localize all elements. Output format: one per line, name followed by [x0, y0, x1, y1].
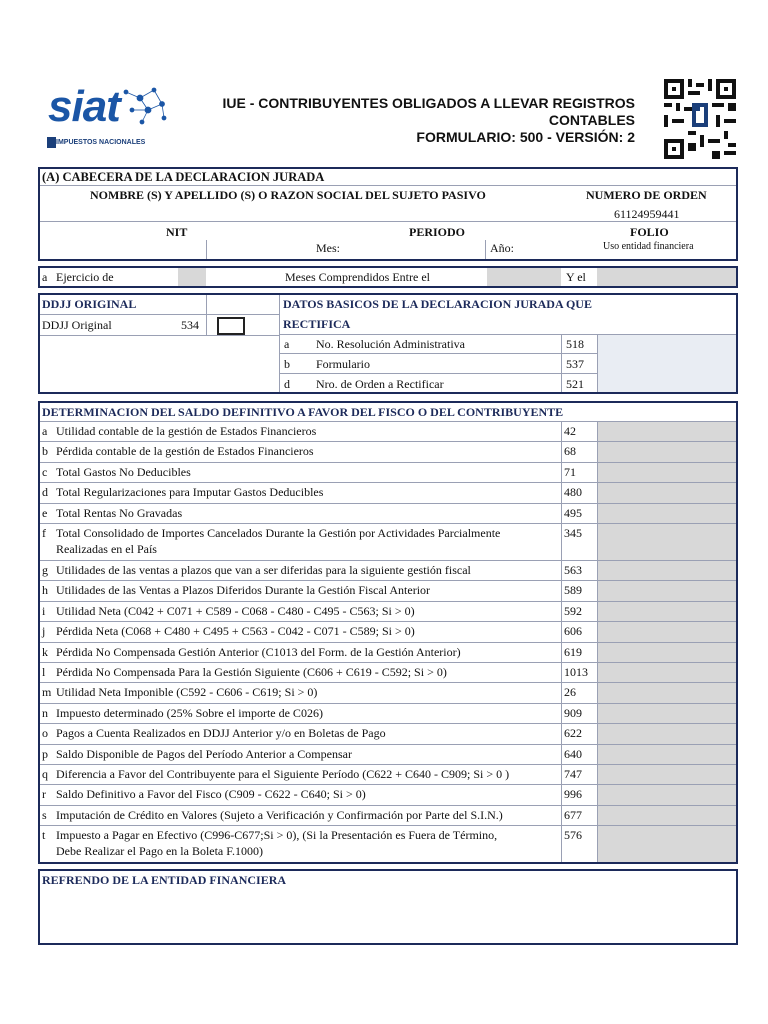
row-letter: k: [42, 644, 48, 659]
row-code: 480: [564, 485, 582, 500]
amount-field[interactable]: [598, 463, 736, 482]
rectifica-code: 521: [566, 377, 584, 391]
rectifica-title-line1: DATOS BASICOS DE LA DECLARACION JURADA QUE: [283, 297, 592, 311]
form-title-line1: IUE - CONTRIBUYENTES OBLIGADOS A LLEVAR REGISTROS: [222, 95, 635, 111]
row-code: 71: [564, 464, 576, 479]
row-code: 495: [564, 505, 582, 520]
rectifica-title-line2: RECTIFICA: [283, 317, 351, 331]
row-code: 677: [564, 807, 582, 822]
row-letter: q: [42, 767, 48, 781]
row-code: 1013: [564, 665, 588, 679]
row-letter: s: [42, 807, 47, 822]
impuestos-badge-icon: [47, 137, 56, 148]
uso-entidad-label: Uso entidad financiera: [603, 241, 694, 252]
row-code: 589: [564, 583, 582, 598]
row-letter: f: [42, 526, 46, 540]
row-letter: a: [42, 424, 48, 438]
rectifica-label: Formulario: [316, 357, 370, 371]
row-code: 747: [564, 767, 582, 781]
row-code: 68: [564, 444, 576, 459]
row-text: Total Rentas No Gravadas: [56, 505, 183, 520]
ddjj-original-label: DDJJ Original: [42, 318, 112, 332]
rectifica-letter: a: [284, 337, 290, 351]
amount-field[interactable]: [598, 745, 736, 764]
row-text: Pagos a Cuenta Realizados en DDJJ Anterior y/o en Boletas de Pago: [56, 726, 386, 741]
row-text-line2: Debe Realizar el Pago en la Boleta F.1000): [56, 844, 263, 859]
refrendo-title: REFRENDO DE LA ENTIDAD FINANCIERA: [42, 873, 287, 887]
row-text: Pérdida Neta (C068 + C480 + C495 + C563 - C042 - C071 - C589; Si > 0): [56, 624, 415, 639]
row-code: 576: [564, 828, 582, 843]
nombre-label: NOMBRE (S) Y APELLIDO (S) O RAZON SOCIAL DEL SUJETO PASIVO: [90, 188, 486, 202]
amount-field[interactable]: [598, 504, 736, 523]
row-letter: d: [42, 485, 48, 500]
row-letter: c: [42, 464, 48, 479]
row-code: 619: [564, 644, 582, 659]
folio-label: FOLIO: [630, 225, 669, 239]
amount-field[interactable]: [598, 442, 736, 461]
amount-field[interactable]: [598, 622, 736, 641]
rectifica-letter: d: [284, 377, 290, 391]
row-code: 909: [564, 705, 582, 720]
amount-field[interactable]: [598, 765, 736, 784]
row-label: [42, 644, 562, 660]
rectifica-code: 537: [566, 357, 584, 371]
row-label: [42, 684, 562, 700]
amount-field[interactable]: [598, 806, 736, 825]
nit-label: NIT: [166, 225, 188, 239]
row-label: [42, 664, 562, 680]
row-letter: e: [42, 505, 48, 520]
row-label: [42, 582, 562, 598]
row-text: Utilidades de las ventas a plazos que van a ser diferidas para la siguiente gestión fiscal: [56, 563, 471, 577]
row-code: 42: [564, 424, 576, 438]
row-label: [42, 746, 562, 762]
row-letter: o: [42, 726, 48, 741]
row-label: [42, 786, 562, 802]
mes-label: Mes:: [316, 241, 340, 255]
ddjj-original-title: DDJJ ORIGINAL: [42, 297, 137, 311]
ddjj-original-code: 534: [181, 318, 199, 332]
row-text: Imputación de Crédito en Valores (Sujeto a Verificación y Confirmación por Parte del S.I.N.): [56, 807, 503, 822]
row-text: Utilidades de las Ventas a Plazos Diferidos Durante la Gestión Fiscal Anterior: [56, 583, 431, 598]
row-text: Utilidad Neta (C042 + C071 + C589 - C068 - C480 - C495 - C563; Si > 0): [56, 603, 415, 618]
row-text: Total Regularizaciones para Imputar Gastos Deducibles: [56, 485, 324, 500]
row-text: Diferencia a Favor del Contribuyente para el Siguiente Período (C622 + C640 - C909; Si > 0 ): [56, 767, 510, 781]
row-label: [42, 484, 562, 500]
row-label: [42, 423, 562, 439]
form-title-line2: CONTABLES: [548, 112, 635, 128]
network-logo-icon: [120, 84, 170, 130]
anio-label: Año:: [490, 241, 514, 255]
row-text-line2: Realizadas en el País: [56, 542, 157, 556]
numero-orden-value: 61124959441: [614, 207, 680, 221]
amount-field[interactable]: [598, 524, 736, 560]
row-label: [42, 807, 562, 823]
row-code: 606: [564, 624, 582, 639]
row-letter: h: [42, 583, 48, 598]
row-code: 622: [564, 726, 582, 741]
row-code: 345: [564, 526, 582, 540]
row-letter: i: [42, 603, 46, 618]
row-text: Saldo Disponible de Pagos del Período Anterior a Compensar: [56, 746, 352, 761]
form-title-line3: FORMULARIO: 500 - VERSIÓN: 2: [416, 129, 635, 145]
row-letter: p: [42, 746, 48, 761]
siat-logo: siat: [48, 82, 120, 131]
row-letter: l: [42, 665, 46, 679]
row-label: [42, 705, 562, 721]
row-text: Utilidad contable de la gestión de Estados Financieros: [56, 424, 317, 438]
row-label: [42, 562, 562, 578]
rectifica-label: Nro. de Orden a Rectificar: [316, 377, 444, 391]
row-text: Pérdida No Compensada Gestión Anterior (C1013 del Form. de la Gestión Anterior): [56, 644, 461, 659]
meses-comprendidos-label: Meses Comprendidos Entre el: [285, 270, 430, 284]
rectifica-code: 518: [566, 337, 584, 351]
amount-field[interactable]: [598, 663, 736, 682]
amount-field[interactable]: [598, 581, 736, 600]
row-text: Impuesto a Pagar en Efectivo (C996-C677;Si > 0), (Si la Presentación es Fuera de Término,: [56, 828, 498, 843]
row-label: [42, 725, 562, 741]
amount-field[interactable]: [598, 602, 736, 621]
ddjj-original-checkbox[interactable]: [217, 317, 245, 335]
row-label: [42, 623, 562, 639]
amount-field[interactable]: [598, 704, 736, 723]
row-label: [42, 464, 562, 480]
amount-field[interactable]: [598, 724, 736, 743]
section-a-title: (A) CABECERA DE LA DECLARACION JURADA: [42, 170, 325, 184]
row-text: Pérdida No Compensada Para la Gestión Siguiente (C606 + C619 - C592; Si > 0): [56, 665, 447, 679]
row-letter: j: [42, 624, 46, 639]
row-letter: n: [42, 705, 48, 720]
row-text: Total Consolidado de Importes Cancelados Durante la Gestión por Actividades Parcialmente: [56, 526, 501, 540]
rectifica-label: No. Resolución Administrativa: [316, 337, 465, 351]
qr-code-icon: [664, 78, 736, 160]
row-text: Impuesto determinado (25% Sobre el importe de C026): [56, 705, 323, 720]
amount-field[interactable]: [598, 826, 736, 862]
row-letter: g: [42, 563, 48, 577]
amount-field[interactable]: [598, 561, 736, 580]
rectifica-letter: b: [284, 357, 290, 371]
row-code: 640: [564, 746, 582, 761]
determinacion-title: DETERMINACION DEL SALDO DEFINITIVO A FAVOR DEL FISCO O DEL CONTRIBUYENTE: [42, 405, 564, 419]
ejercicio-letter: a: [42, 270, 48, 284]
logo-subtext: IMPUESTOS NACIONALES: [56, 139, 146, 146]
row-label: [42, 766, 562, 782]
ejercicio-label: Ejercicio de: [56, 270, 114, 284]
amount-field[interactable]: [598, 422, 736, 441]
row-code: 26: [564, 685, 576, 700]
y-el-label: Y el: [566, 270, 586, 284]
row-letter: m: [42, 685, 52, 700]
amount-field[interactable]: [598, 643, 736, 662]
row-text: Pérdida contable de la gestión de Estados Financieros: [56, 444, 314, 459]
periodo-label: PERIODO: [409, 225, 466, 239]
row-code: 996: [564, 787, 582, 802]
row-label: [42, 443, 562, 459]
numero-orden-label: NUMERO DE ORDEN: [586, 188, 707, 202]
amount-field[interactable]: [598, 785, 736, 804]
row-label: [42, 603, 562, 619]
amount-field[interactable]: [598, 683, 736, 702]
row-text: Saldo Definitivo a Favor del Fisco (C909 - C622 - C640; Si > 0): [56, 787, 366, 802]
row-label: [42, 525, 562, 557]
row-text: Utilidad Neta Imponible (C592 - C606 - C619; Si > 0): [56, 685, 318, 700]
row-letter: b: [42, 444, 48, 459]
row-label: [42, 505, 562, 521]
row-text: Total Gastos No Deducibles: [56, 464, 191, 479]
row-label: [42, 827, 562, 859]
row-letter: r: [42, 787, 46, 802]
row-letter: t: [42, 828, 46, 843]
amount-field[interactable]: [598, 483, 736, 502]
row-code: 592: [564, 603, 582, 618]
row-code: 563: [564, 563, 582, 577]
